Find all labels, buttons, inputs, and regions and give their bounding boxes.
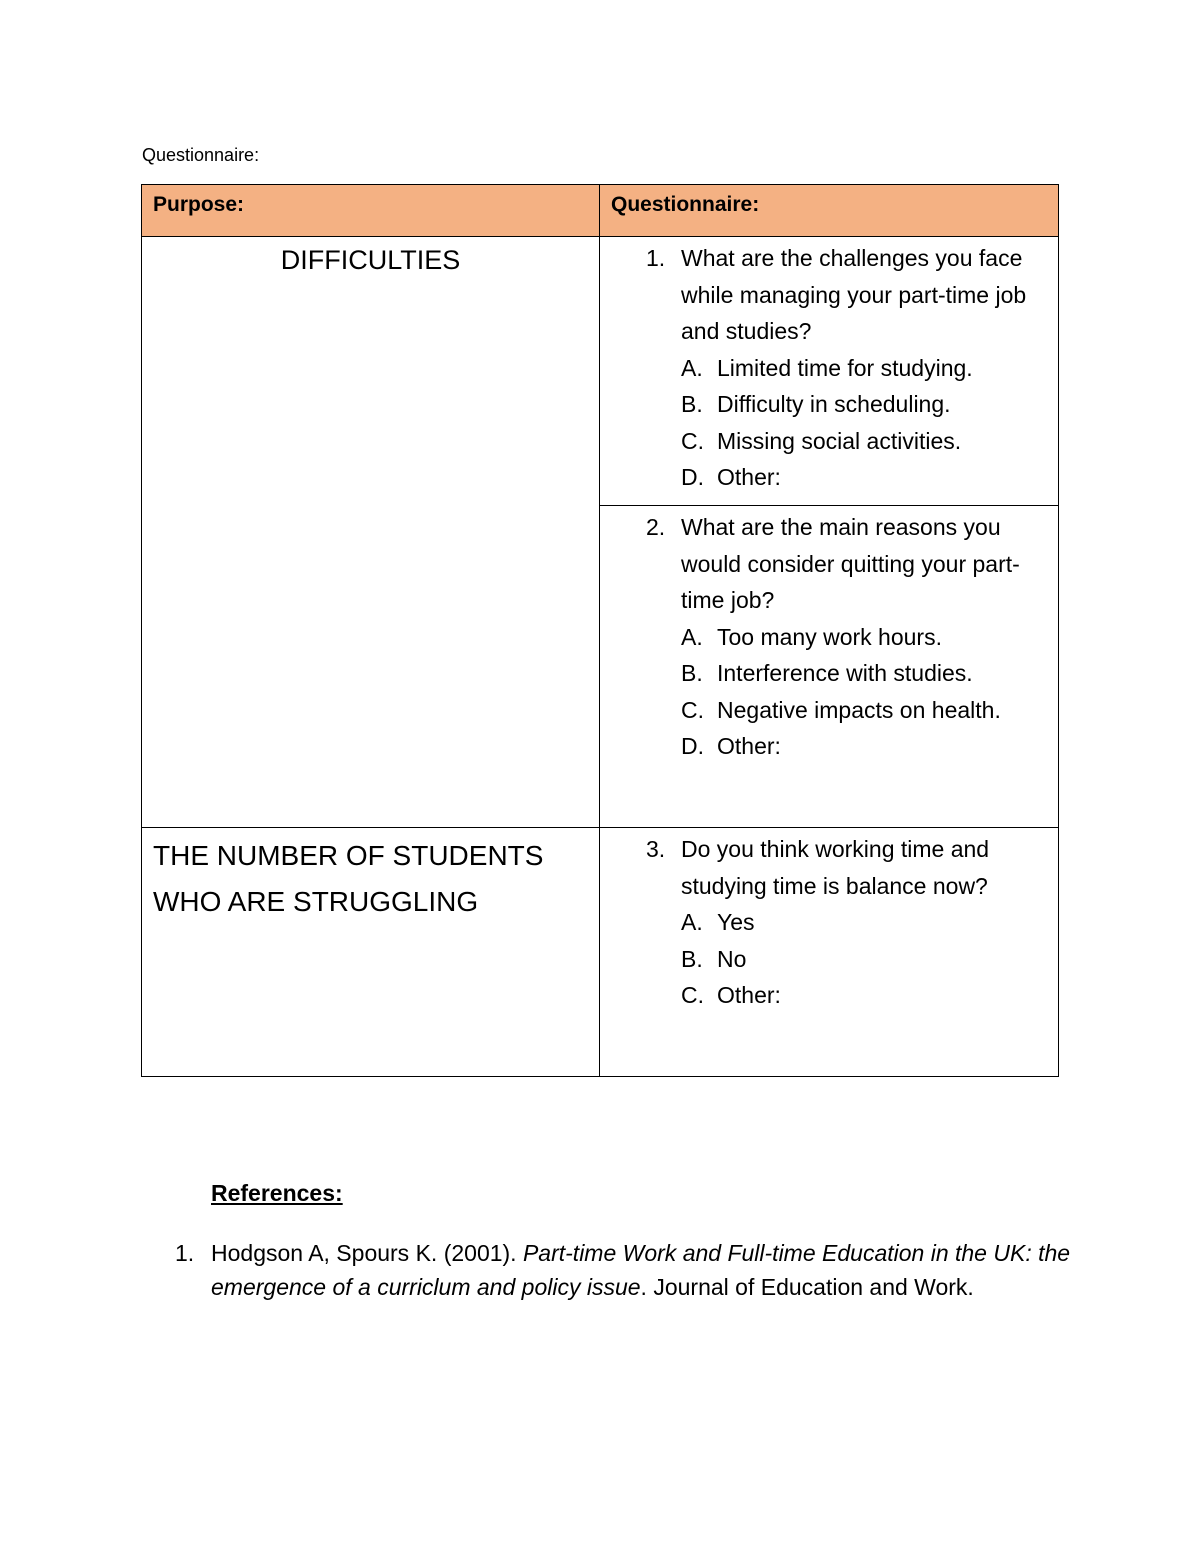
reference-journal: . Journal of Education and Work. — [640, 1274, 974, 1300]
answer-option — [646, 423, 1048, 460]
option-letter: D. — [681, 733, 704, 759]
option-text: Other: — [717, 464, 781, 490]
references-title: References: — [211, 1180, 343, 1206]
question-1 — [646, 240, 1048, 350]
answer-option — [646, 459, 1048, 496]
option-letter: B. — [681, 391, 703, 417]
question-text: Do you think working time and studying time is balance now? — [681, 836, 990, 899]
reference-authors: Hodgson A, Spours K. (2001). — [211, 1240, 523, 1266]
option-text: No — [717, 945, 747, 972]
question-cell — [600, 828, 1059, 1077]
answer-option — [646, 904, 1048, 941]
document-heading: Questionnaire: — [142, 145, 260, 165]
answer-option — [646, 655, 1048, 692]
question-number: 2. — [646, 514, 666, 540]
reference-body — [211, 1236, 1075, 1304]
option-text: Interference with studies. — [717, 660, 973, 686]
question-number: 1. — [646, 245, 666, 271]
option-text: Too many work hours. — [717, 623, 942, 650]
option-letter: A. — [681, 909, 703, 935]
header-purpose: Purpose: — [142, 185, 600, 237]
header-questionnaire: Questionnaire: — [600, 185, 1059, 237]
option-letter: A. — [681, 354, 703, 381]
reference-number: 1. — [175, 1240, 195, 1266]
option-text: Missing social activities. — [717, 427, 962, 454]
question-3 — [646, 831, 1048, 904]
answer-option — [646, 728, 1048, 765]
option-letter: C. — [681, 427, 704, 454]
answer-option — [646, 386, 1048, 423]
option-letter: B. — [681, 945, 703, 972]
option-letter: C. — [681, 696, 704, 723]
references-section — [175, 1180, 1071, 1300]
option-text: Other: — [717, 982, 781, 1008]
question-cell — [600, 506, 1059, 828]
question-cell — [600, 237, 1059, 506]
answer-option — [646, 941, 1048, 978]
option-letter: B. — [681, 660, 703, 686]
answer-option — [646, 977, 1048, 1014]
question-text: What are the challenges you face while managing your part-time job and studies? — [681, 245, 1027, 344]
table-row — [142, 828, 1059, 1077]
purpose-cell: THE NUMBER OF STUDENTS WHO ARE STRUGGLING — [142, 828, 600, 1077]
table-header-row — [142, 185, 1059, 237]
option-text: Other: — [717, 733, 781, 759]
purpose-cell: DIFFICULTIES — [142, 237, 600, 828]
option-text: Yes — [717, 909, 755, 935]
option-text: Negative impacts on health. — [717, 696, 1001, 723]
reference-item — [175, 1236, 1075, 1304]
answer-option — [646, 692, 1048, 729]
answer-option — [646, 619, 1048, 656]
option-letter: C. — [681, 982, 704, 1008]
option-text: Limited time for studying. — [717, 354, 973, 381]
question-text: What are the main reasons you would consider quitting your part-time job? — [681, 514, 1020, 613]
option-letter: A. — [681, 623, 703, 650]
reference-title: Part-time Work and Full-time Education in the UK: the emergence of a curriclum and policy issue — [211, 1240, 1071, 1300]
table-row — [142, 237, 1059, 506]
option-text: Difficulty in scheduling. — [717, 391, 951, 417]
question-2 — [646, 509, 1048, 619]
answer-option — [646, 350, 1048, 387]
question-number: 3. — [646, 836, 666, 862]
option-letter: D. — [681, 464, 704, 490]
questionnaire-table — [141, 184, 1059, 1077]
